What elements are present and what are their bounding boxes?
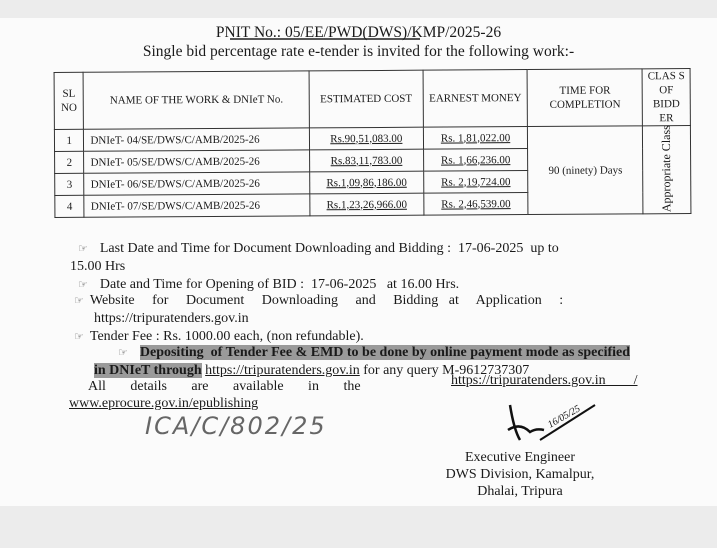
table-row xyxy=(54,126,690,152)
sl: 4 xyxy=(55,195,85,217)
col-cost: ESTIMATED COST xyxy=(309,70,423,128)
class-cell xyxy=(643,126,691,214)
website-text: Website for Document Downloading and Bidding at Application : xyxy=(89,293,564,308)
details-link-tripura[interactable]: https://tripuratenders.gov.in / xyxy=(451,373,638,388)
estimated-cost: Rs.83,11,783.00 xyxy=(310,149,424,172)
deposit-link[interactable]: https://tripuratenders.gov.in xyxy=(205,363,360,378)
pointing-hand-icon: ☞ xyxy=(78,279,88,291)
deposit-through: in DNIeT through xyxy=(94,363,202,378)
note-deposit xyxy=(118,344,630,362)
note-last-date xyxy=(78,240,559,258)
query-contact: for any query M-9612737307 xyxy=(359,363,530,378)
work-name: DNIeT- 04/SE/DWS/C/AMB/2025-26 xyxy=(84,128,310,151)
opening-text: Date and Time for Opening of BID : 17-06-2025 at 16.00 Hrs. xyxy=(99,277,460,292)
signature-date: 16/05/25 xyxy=(546,403,583,431)
estimated-cost: Rs.1,09,86,186.00 xyxy=(310,171,424,194)
bidder-class: Appropriate Class xyxy=(658,124,674,212)
pointing-hand-icon: ☞ xyxy=(74,331,84,343)
details-text: All details are available in the xyxy=(88,379,361,394)
pnit-number: PNIT No.: 05/EE/PWD(DWS)/KMP/2025-26 xyxy=(215,24,502,41)
estimated-cost: Rs.1,23,26,966.00 xyxy=(310,193,424,216)
note-website xyxy=(74,292,563,310)
pointing-hand-icon: ☞ xyxy=(78,243,88,255)
estimated-cost: Rs.90,51,083.00 xyxy=(309,127,423,150)
signatory-division: DWS Division, Kamalpur, xyxy=(445,467,595,482)
col-name: NAME OF THE WORK & DNIeT No. xyxy=(84,71,310,129)
col-earnest: EARNEST MONEY xyxy=(423,70,528,128)
website-url[interactable]: https://tripuratenders.gov.in xyxy=(94,311,249,326)
earnest-money: Rs. 2,19,724.00 xyxy=(423,171,528,194)
earnest-money: Rs. 2,46,539.00 xyxy=(424,193,529,216)
pointing-hand-icon: ☞ xyxy=(118,347,128,359)
intro-text: Single bid percentage rate e-tender is invited for the following work:- xyxy=(142,43,575,60)
sl: 1 xyxy=(54,129,84,151)
signatory-title: Executive Engineer xyxy=(464,450,575,465)
table-header-row xyxy=(54,69,690,130)
work-name: DNIeT- 06/SE/DWS/C/AMB/2025-26 xyxy=(84,172,310,195)
signatory-location: Dhalai, Tripura xyxy=(477,484,563,499)
sl: 3 xyxy=(55,173,85,195)
fee-text: Tender Fee : Rs. 1000.00 each, (non refundable). xyxy=(89,329,364,344)
details-link-eprocure[interactable]: www.eprocure.gov.in/epublishing xyxy=(69,396,259,411)
pointing-hand-icon: ☞ xyxy=(74,295,84,307)
handwritten-reference: ICA/C/802/25 xyxy=(145,412,327,440)
earnest-money: Rs. 1,66,236.00 xyxy=(423,149,528,172)
work-name: DNIeT- 05/SE/DWS/C/AMB/2025-26 xyxy=(84,150,310,173)
col-class: CLAS S OF BIDD ER xyxy=(642,69,690,126)
earnest-money: Rs. 1,81,022.00 xyxy=(423,127,528,150)
tender-table xyxy=(54,68,692,218)
sl: 2 xyxy=(55,151,85,173)
signature-image xyxy=(500,400,600,450)
last-date-text: Last Date and Time for Document Downloading and Bidding : 17-06-2025 up to xyxy=(99,241,559,256)
deposit-text: Depositing of Tender Fee & EMD to be done by online payment mode as specified xyxy=(139,345,631,360)
last-date-cont: 15.00 Hrs xyxy=(70,259,126,274)
col-time: TIME FOR COMPLETION xyxy=(527,69,642,127)
col-sl: SL NO xyxy=(54,72,84,129)
time-for-completion: 90 (ninety) Days xyxy=(528,126,643,215)
work-name: DNIeT- 07/SE/DWS/C/AMB/2025-26 xyxy=(84,194,310,217)
